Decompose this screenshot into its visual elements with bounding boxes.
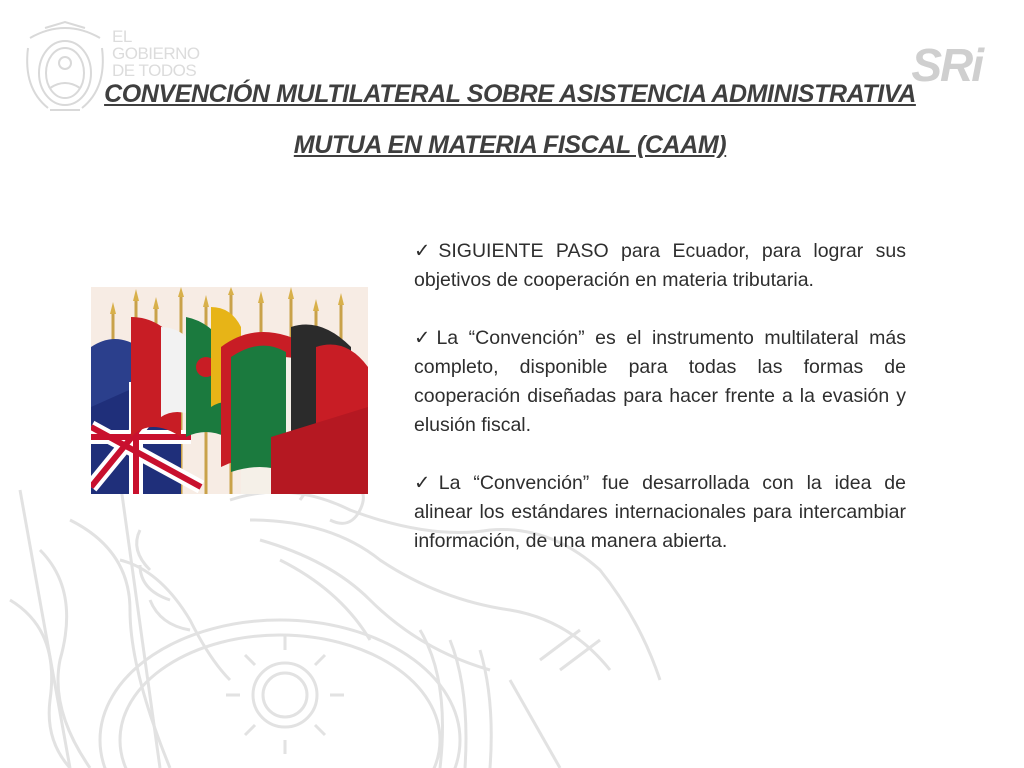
bullet-text: La “Convención” fue desarrollada con la idea de alinear los estándares internacionales para intercambiar información, de una manera abierta. — [414, 472, 907, 552]
coat-of-arms-icon — [20, 18, 110, 114]
slide-title-line-2: MUTUA EN MATERIA FISCAL (CAAM) — [293, 131, 727, 159]
checkmark-icon: ✓ — [414, 327, 436, 349]
bullet-text: SIGUIENTE PASO para Ecuador, para lograr sus objetivos de cooperación en materia tributaria. — [414, 240, 906, 291]
gov-text-line: GOBIERNO — [112, 44, 200, 63]
bullet-list — [414, 237, 906, 585]
checkmark-icon: ✓ — [414, 472, 438, 494]
sri-logo: SRi — [911, 39, 982, 91]
international-flags-image — [91, 287, 368, 494]
bullet-item — [414, 324, 906, 440]
bullet-text: La “Convención” es el instrumento multilateral más completo, disponible para todas las formas de cooperación diseñadas para hacer frente a la evasión y elusión fiscal. — [414, 327, 906, 436]
checkmark-icon: ✓ — [414, 240, 438, 262]
slide-title-line-1: CONVENCIÓN MULTILATERAL SOBRE ASISTENCIA ADMINISTRATIVA — [104, 80, 916, 108]
bullet-item — [414, 237, 906, 295]
gov-text-line: EL — [112, 27, 132, 46]
bullet-item — [414, 469, 906, 556]
gov-text-line: DE TODOS — [112, 61, 197, 80]
government-logo-text — [112, 28, 222, 79]
